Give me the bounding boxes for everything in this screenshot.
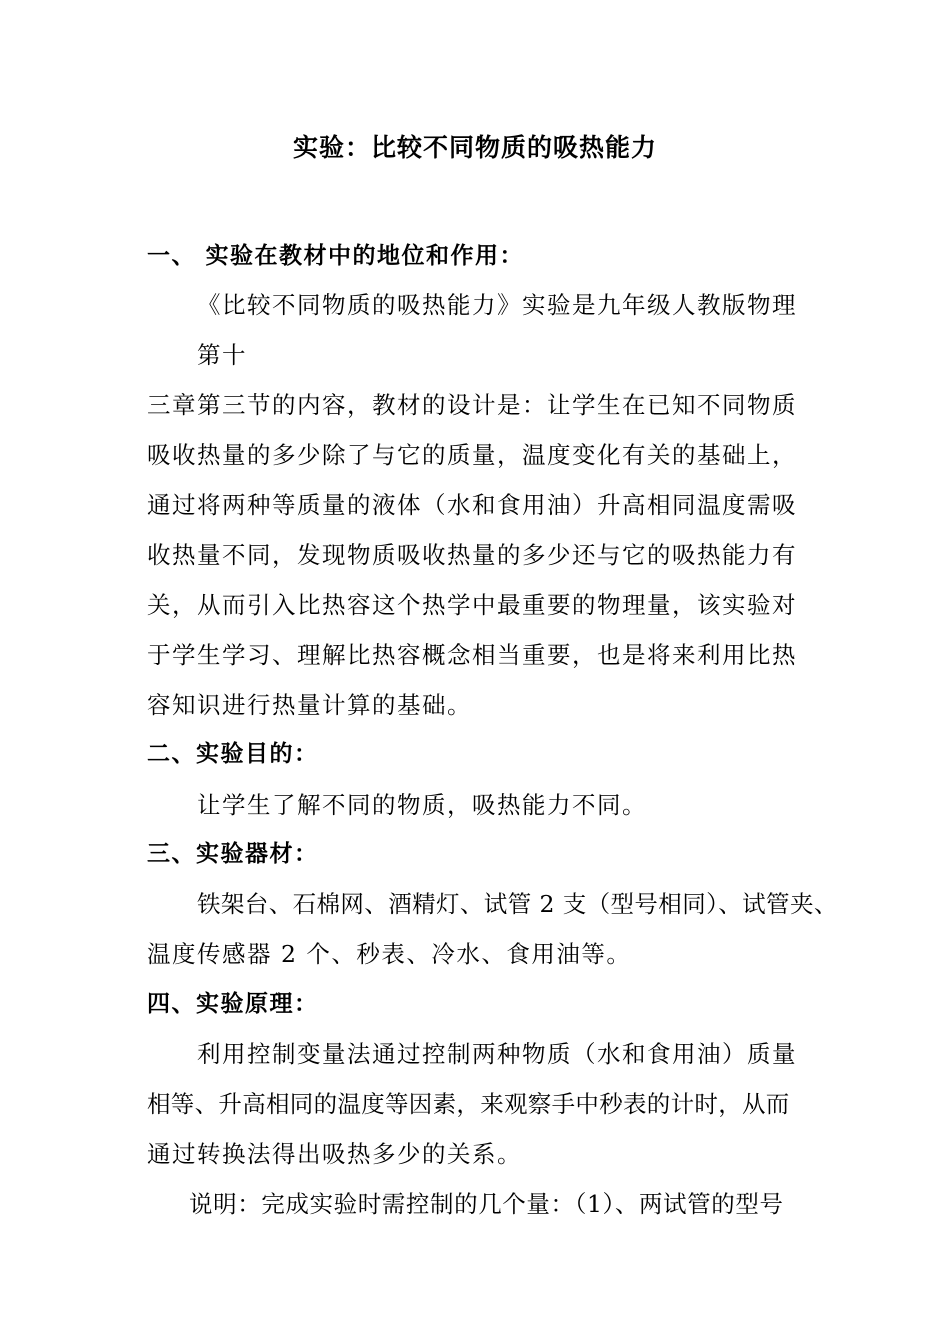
paragraph-line: 通过转换法得出吸热多少的关系。 (147, 1140, 522, 1168)
paragraph-line: 吸收热量的多少除了与它的质量，温度变化有关的基础上， (147, 441, 797, 469)
section-heading-2: 二、实验目的： (147, 741, 319, 767)
paragraph-line: 收热量不同，发现物质吸收热量的多少还与它的吸热能力有 (147, 541, 797, 569)
paragraph-line: 让学生了解不同的物质，吸热能力不同。 (197, 791, 647, 819)
paragraph-line: 相等、升高相同的温度等因素，来观察手中秒表的计时，从而 (147, 1090, 790, 1118)
section-heading-3: 三、实验器材： (147, 841, 319, 867)
section-heading-4: 四、实验原理： (147, 991, 319, 1017)
paragraph-line: 铁架台、石棉网、酒精灯、试管 2 支（型号相同）、试管夹、 (197, 890, 838, 918)
paragraph-line: 通过将两种等质量的液体（水和食用油）升高相同温度需吸 (147, 491, 797, 519)
paragraph-line: 关，从而引入比热容这个热学中最重要的物理量，该实验对 (147, 591, 797, 619)
paragraph-line: 容知识进行热量计算的基础。 (147, 691, 472, 719)
paragraph-line: 第十 (197, 341, 247, 369)
section-heading-1: 一、 实验在教材中的地位和作用： (147, 243, 525, 269)
document-title: 实验：比较不同物质的吸热能力 (292, 133, 657, 162)
paragraph-line: 《比较不同物质的吸热能力》实验是九年级人教版物理 (197, 291, 797, 319)
paragraph-line: 于学生学习、理解比热容概念相当重要，也是将来利用比热 (147, 641, 797, 669)
paragraph-line: 三章第三节的内容，教材的设计是：让学生在已知不同物质 (147, 391, 797, 419)
paragraph-line: 说明：完成实验时需控制的几个量：（1）、两试管的型号 (189, 1190, 784, 1218)
paragraph-line: 利用控制变量法通过控制两种物质（水和食用油）质量 (197, 1040, 797, 1068)
paragraph-line: 温度传感器 2 个、秒表、冷水、食用油等。 (147, 940, 632, 968)
